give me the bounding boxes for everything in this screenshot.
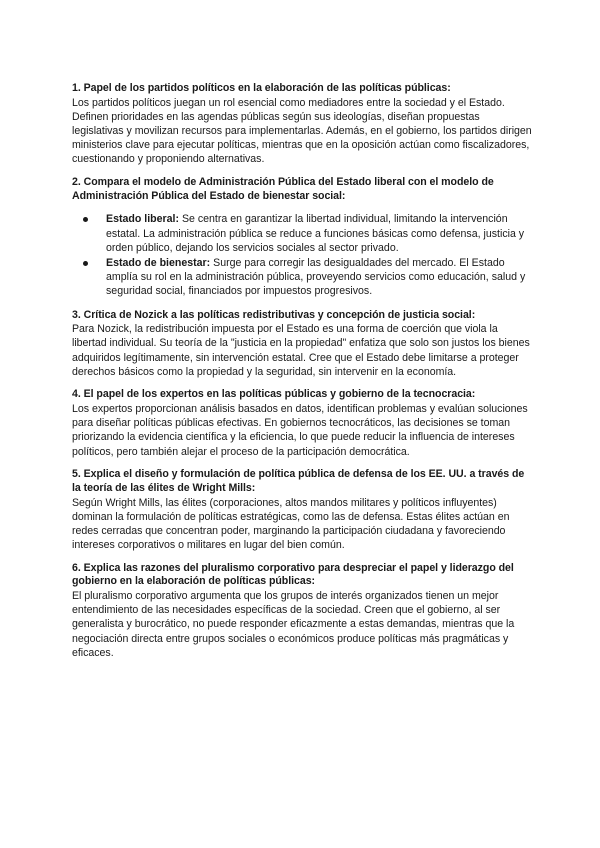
list-item: [106, 256, 532, 299]
section-body: Los expertos proporcionan análisis basados en datos, identifican problemas y evalúan soluciones para diseñar políticas públicas efectivas. En gobiernos tecnocráticos, las decisiones se toman priorizando la evidencia científica y la eficiencia, lo que puede reducir la influencia de intereses políticos, pero también alejar el proceso de la participación democrática.: [72, 403, 528, 458]
section-heading: 2. Compara el modelo de Administración Pública del Estado liberal con el modelo de Administración Pública del Estado de bienestar social:: [72, 176, 494, 202]
bullet-term: Estado liberal:: [106, 213, 179, 226]
section-heading: 4. El papel de los expertos en las políticas públicas y gobierno de la tecnocracia:: [72, 388, 476, 401]
section-body: Los partidos políticos juegan un rol esencial como mediadores entre la sociedad y el Estado. Definen prioridades en las agendas públicas según sus ideologías, diseñan propuestas legislativas y movilizan recursos para implementarlas. Además, en el gobierno, los partidos dirigen ministerios clave para ejecutar políticas, mientras que en la oposición actúan como fiscalizadores, cuestionando y proponiendo alternativas.: [72, 96, 532, 166]
bullet-icon: [83, 261, 88, 266]
bullet-icon: [83, 217, 88, 222]
section-5: [72, 468, 532, 552]
section-body: El pluralismo corporativo argumenta que los grupos de interés organizados tienen un mejor entendimiento de las necesidades específicas de la sociedad. Creen que el gobierno, al ser generalista y burocrático, no puede responder eficazmente a estas demandas, mientras que la negociación directa entre grupos sociales o económicos produce políticas más pragmáticas y eficaces.: [72, 590, 515, 659]
bullet-text: Se centra en garantizar la libertad individual, limitando la intervención estatal. La administración pública se reduce a funciones básicas como defensa, justicia y orden público, dejando los servicios sociales al sector privado.: [106, 213, 525, 254]
bullet-list: [72, 212, 532, 298]
document-page: [72, 82, 532, 670]
bullet-text: Surge para corregir las desigualdades del mercado. El Estado amplía su rol en la administración pública, proveyendo servicios como educación, salud y seguridad social, financiados por impuestos progresivos.: [106, 256, 526, 298]
section-2: [72, 176, 532, 298]
section-heading: 3. Crítica de Nozick a las políticas redistributivas y concepción de justicia social:: [72, 308, 476, 321]
list-item: [106, 212, 532, 255]
section-1: [72, 82, 532, 167]
section-heading: 6. Explica las razones del pluralismo corporativo para despreciar el papel y liderazgo del gobierno en la elaboración de políticas públicas:: [72, 561, 514, 588]
section-heading: 1. Papel de los partidos políticos en la elaboración de las políticas públicas:: [72, 82, 451, 94]
bullet-term: Estado de bienestar:: [106, 256, 211, 269]
section-3: [72, 309, 532, 379]
section-heading: 5. Explica el diseño y formulación de política pública de defensa de los EE. UU. a través de la teoría de las élites de Wright Mills:: [72, 468, 525, 494]
section-6: [72, 562, 532, 660]
section-body: Según Wright Mills, las élites (corporaciones, altos mandos militares y políticos influyentes) dominan la formulación de políticas estratégicas, como las de defensa. Estas élites actúan en redes cerradas que concentran poder, marginando la participación ciudadana y favoreciendo intereses corporativos o militares en lugar del bien común.: [72, 496, 510, 552]
section-body: Para Nozick, la redistribución impuesta por el Estado es una forma de coerción que viola la libertad individual. Su teoría de la "justicia en la propiedad" enfatiza que solo son justos los bienes adquiridos legítimamente, sin intervención estatal. Cree que el Estado debe limitarse a proteger derechos básicos como la propiedad y la seguridad, sin intervenir en la economía.: [72, 323, 530, 378]
section-4: [72, 388, 532, 458]
